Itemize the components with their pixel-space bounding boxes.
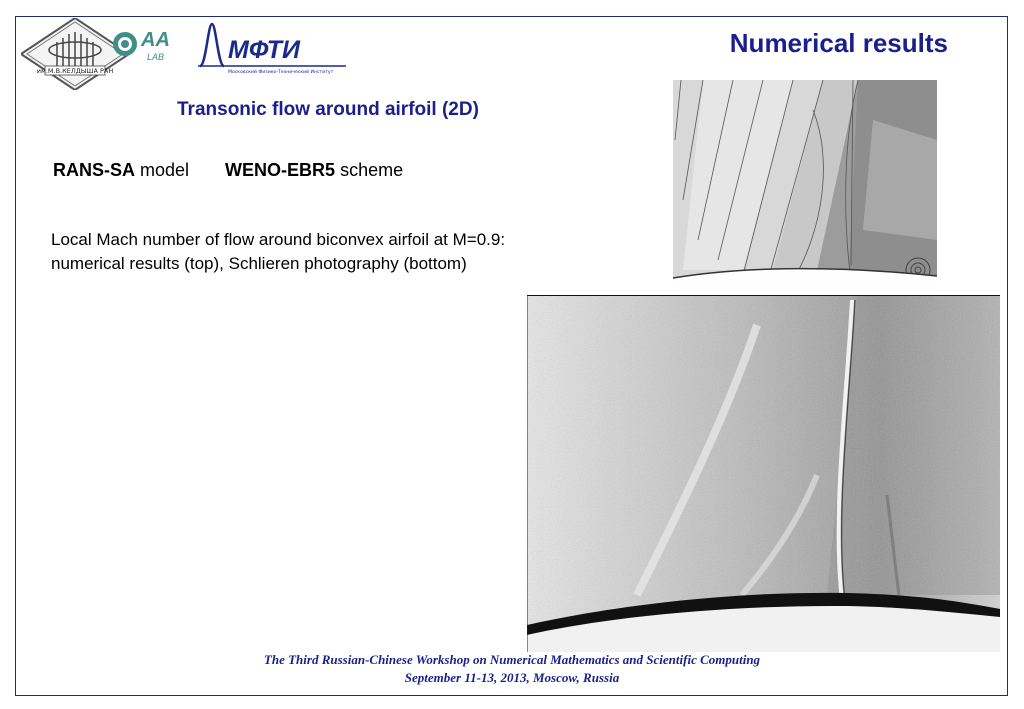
scheme-suffix: scheme [335, 160, 404, 180]
schlieren-photograph [527, 295, 1000, 652]
aa-lab-logo [111, 24, 181, 64]
slide-title: Numerical results [729, 28, 948, 58]
mipt-logo-sub: Московский Физико-Технический Институт [228, 70, 334, 74]
mipt-logo-text: МФТИ [228, 36, 301, 64]
slide-subtitle: Transonic flow around airfoil (2D) [177, 99, 479, 120]
footer-workshop-title: The Third Russian-Chinese Workshop on Numerical Mathematics and Scientific Computing [263, 652, 761, 667]
model-suffix: model [135, 160, 190, 180]
model-scheme-line [53, 160, 403, 181]
numerical-mach-contour-image [673, 80, 937, 289]
mipt-logo [196, 22, 348, 74]
description-line-2: numerical results (top), Schlieren photography (bottom) [51, 254, 467, 273]
aa-logo-text: AA [141, 29, 170, 51]
aa-logo-sub: LAB [147, 52, 165, 62]
description-line-1: Local Mach number of flow around biconvex airfoil at M=0.9: [51, 230, 506, 249]
keldysh-logo-text: им.М.В.КЕЛДЫША РАН [36, 67, 114, 75]
footer-date-location: September 11-13, 2013, Moscow, Russia [404, 670, 620, 685]
model-name: RANS-SA [53, 160, 136, 180]
description [51, 228, 651, 276]
scheme-name: WENO-EBR5 [225, 160, 336, 180]
